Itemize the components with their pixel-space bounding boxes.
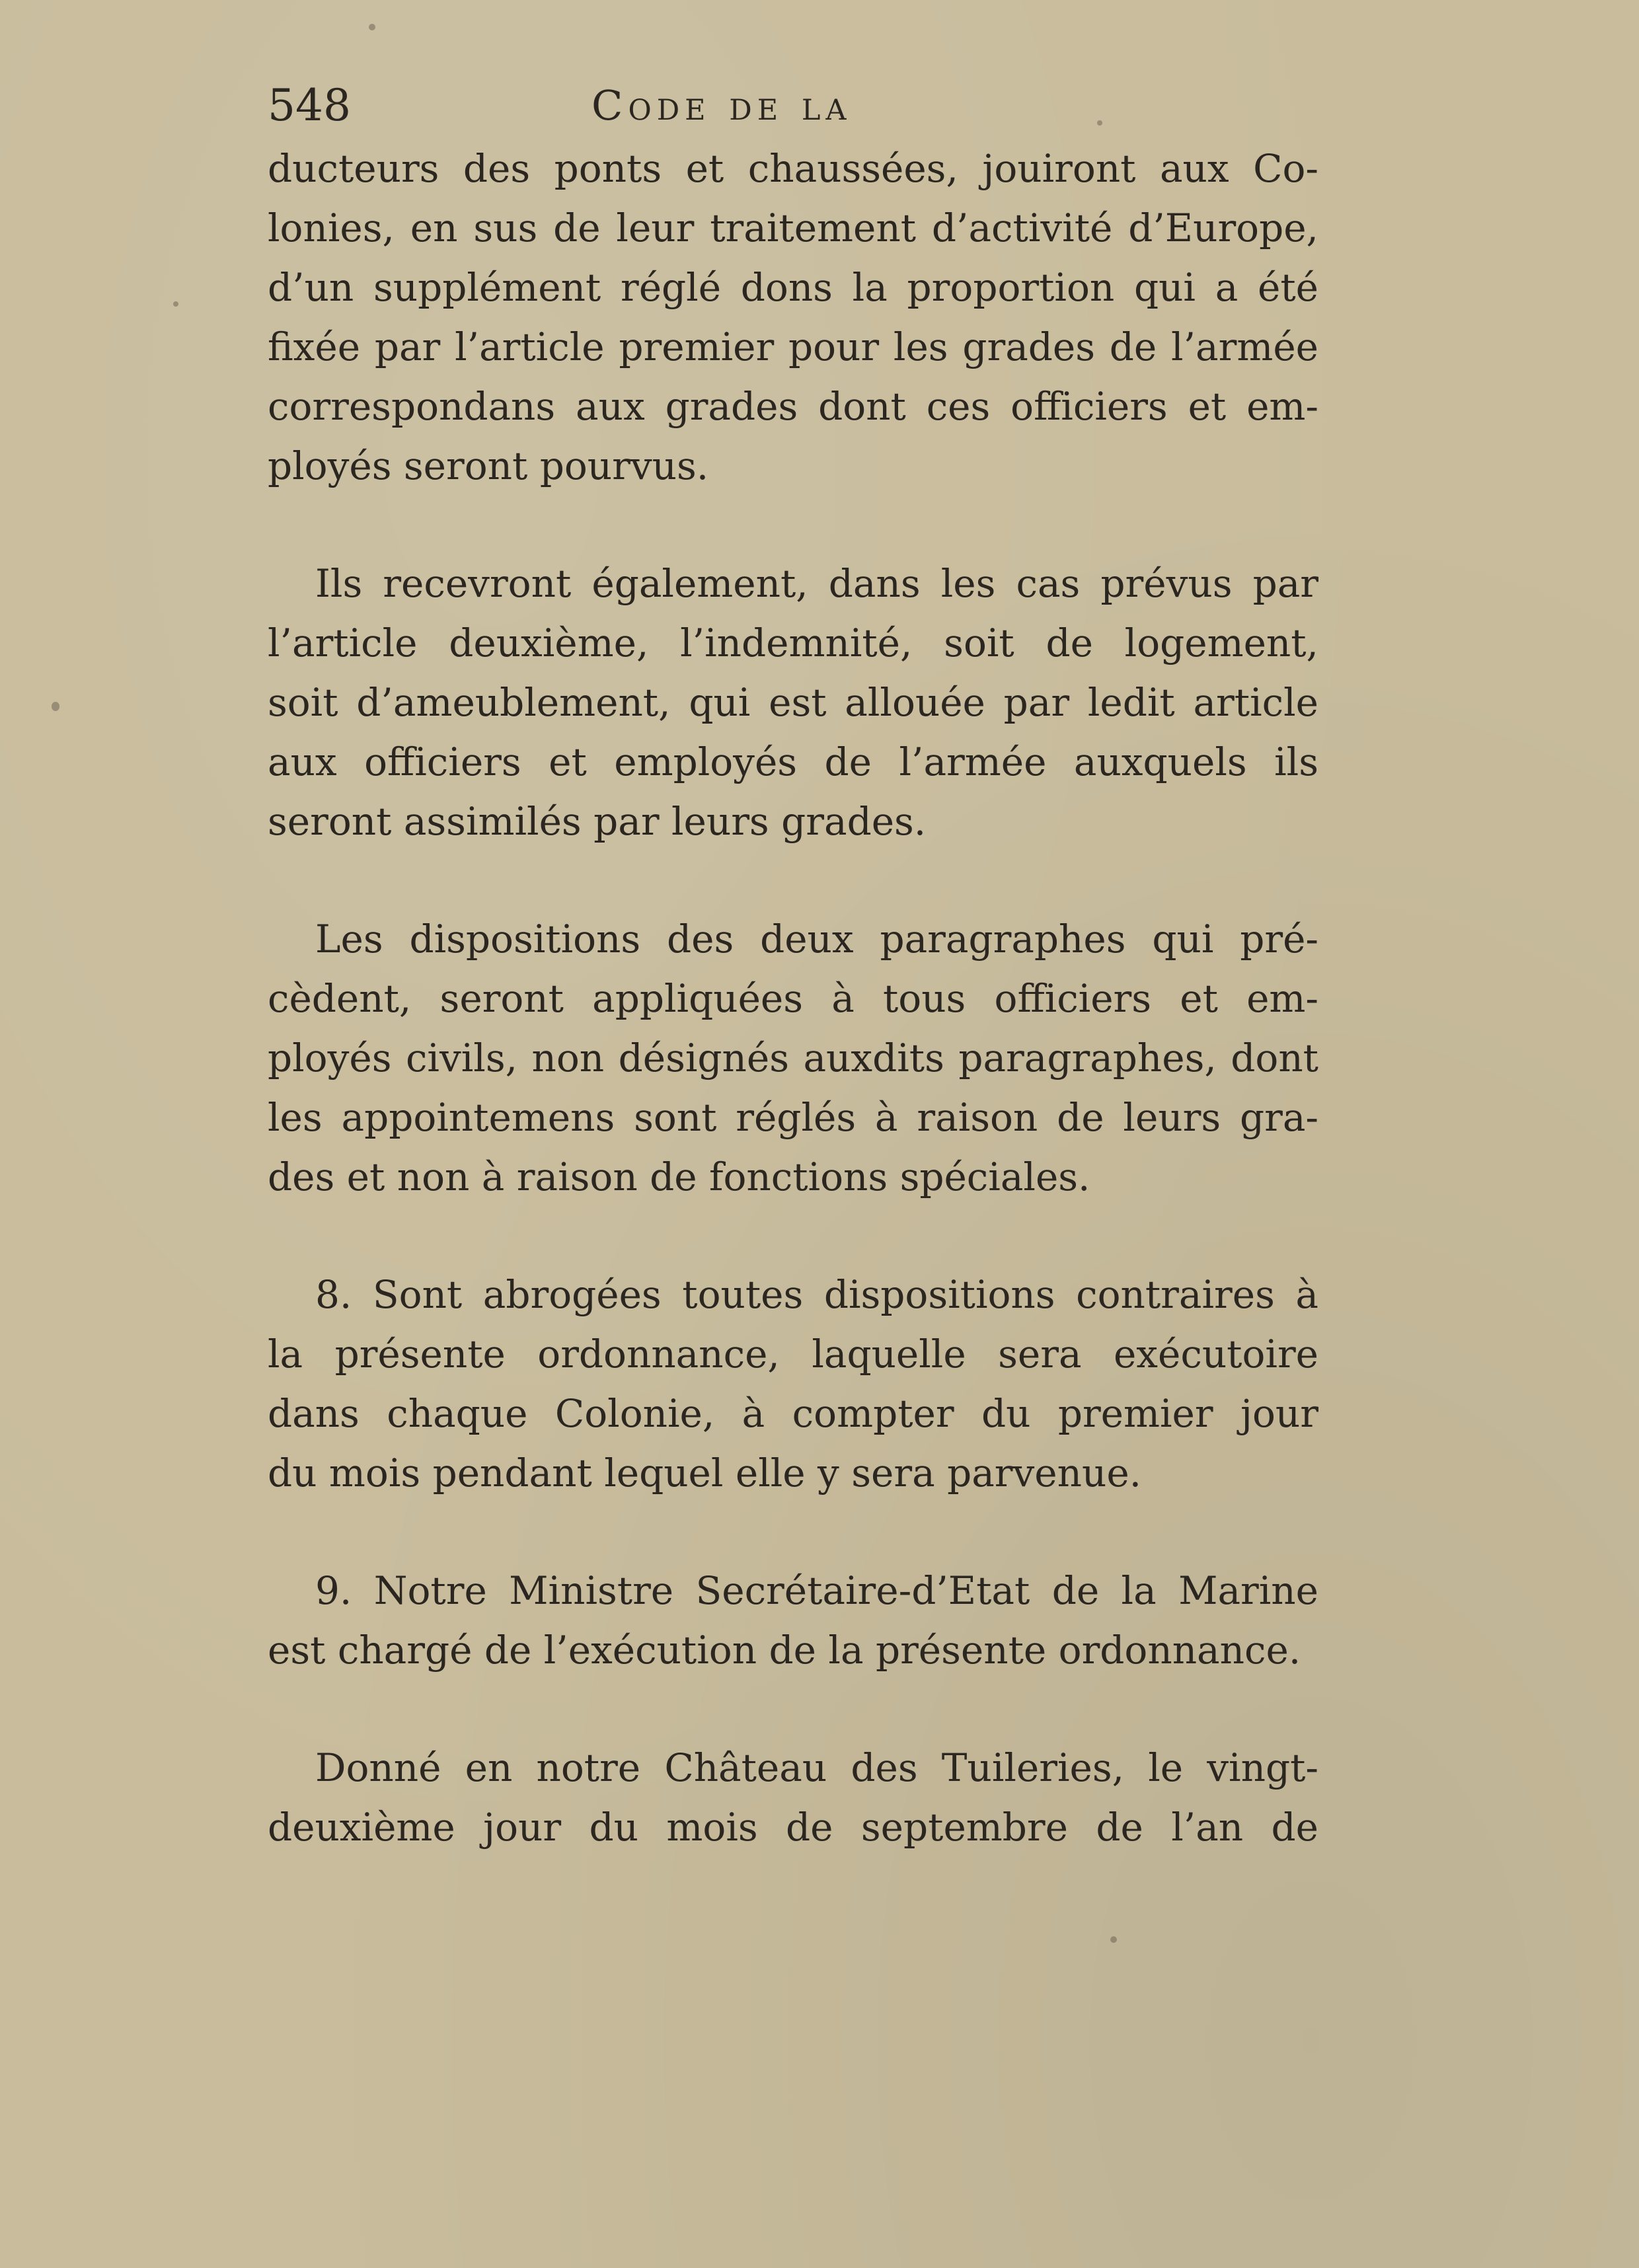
text-line: deuxième jour du mois de septembre de l’an de — [268, 1805, 1318, 1850]
paragraph-gap — [268, 1207, 1318, 1265]
text-line: 8. Sont abrogées toutes dispositions contraires à — [315, 1272, 1318, 1317]
text-line: ployés seront pourvus. — [268, 443, 709, 488]
text-line: des et non à raison de fonctions spéciales. — [268, 1154, 1090, 1199]
paragraph-dispositions — [268, 909, 1318, 1207]
paper-speck — [173, 301, 178, 307]
article-9 — [268, 1561, 1318, 1680]
text-line: soit d’ameublement, qui est allouée par ledit article — [268, 680, 1318, 725]
text-line: les appointemens sont réglés à raison de leurs gra- — [268, 1095, 1318, 1140]
paper-speck — [52, 702, 59, 711]
body-text — [268, 139, 1318, 1857]
paper-speck — [1097, 120, 1102, 126]
paragraph-gap — [268, 496, 1318, 554]
text-line: seront assimilés par leurs grades. — [268, 799, 927, 844]
page-number: 548 — [268, 80, 351, 131]
text-line: fixée par l’article premier pour les grades de l’armée — [268, 324, 1318, 369]
text-line: la présente ordonnance, laquelle sera exécutoire — [268, 1332, 1318, 1377]
paragraph-indemnity — [268, 554, 1318, 851]
text-line: dans chaque Colonie, à compter du premier jour — [268, 1391, 1318, 1436]
article-8 — [268, 1265, 1318, 1503]
paragraph-gap — [268, 851, 1318, 909]
text-line: Les dispositions des deux paragraphes qui pré- — [315, 917, 1318, 962]
text-line: ployés civils, non désignés auxdits paragraphes, dont — [268, 1036, 1318, 1080]
text-line: l’article deuxième, l’indemnité, soit de logement, — [268, 621, 1318, 665]
text-line: Donné en notre Château des Tuileries, le vingt- — [315, 1745, 1318, 1790]
running-title: Code de la — [591, 81, 852, 130]
text-line: cèdent, seront appliquées à tous officiers et em- — [268, 976, 1318, 1021]
text-line: du mois pendant lequel elle y sera parvenue. — [268, 1451, 1142, 1495]
text-line: 9. Notre Ministre Secrétaire-d’Etat de la Marine — [315, 1568, 1318, 1613]
text-line: Ils recevront également, dans les cas prévus par — [315, 561, 1318, 606]
text-line: d’un supplément réglé dons la proportion qui a été — [268, 265, 1318, 310]
page-header — [268, 73, 1325, 139]
text-line: correspondans aux grades dont ces officiers et em- — [268, 384, 1318, 429]
text-line: ducteurs des ponts et chaussées, jouiront aux Co- — [268, 146, 1318, 191]
paragraph-gap — [268, 1680, 1318, 1738]
text-line: aux officiers et employés de l’armée auxquels ils — [268, 739, 1318, 784]
paper-speck — [1110, 1936, 1117, 1943]
paper-speck — [369, 24, 375, 30]
paragraph-continuation — [268, 139, 1318, 496]
closing-formula — [268, 1738, 1318, 1857]
paragraph-gap — [268, 1503, 1318, 1561]
text-line: est chargé de l’exécution de la présente ordonnance. — [268, 1628, 1301, 1673]
text-line: lonies, en sus de leur traitement d’activité d’Europe, — [268, 206, 1318, 250]
